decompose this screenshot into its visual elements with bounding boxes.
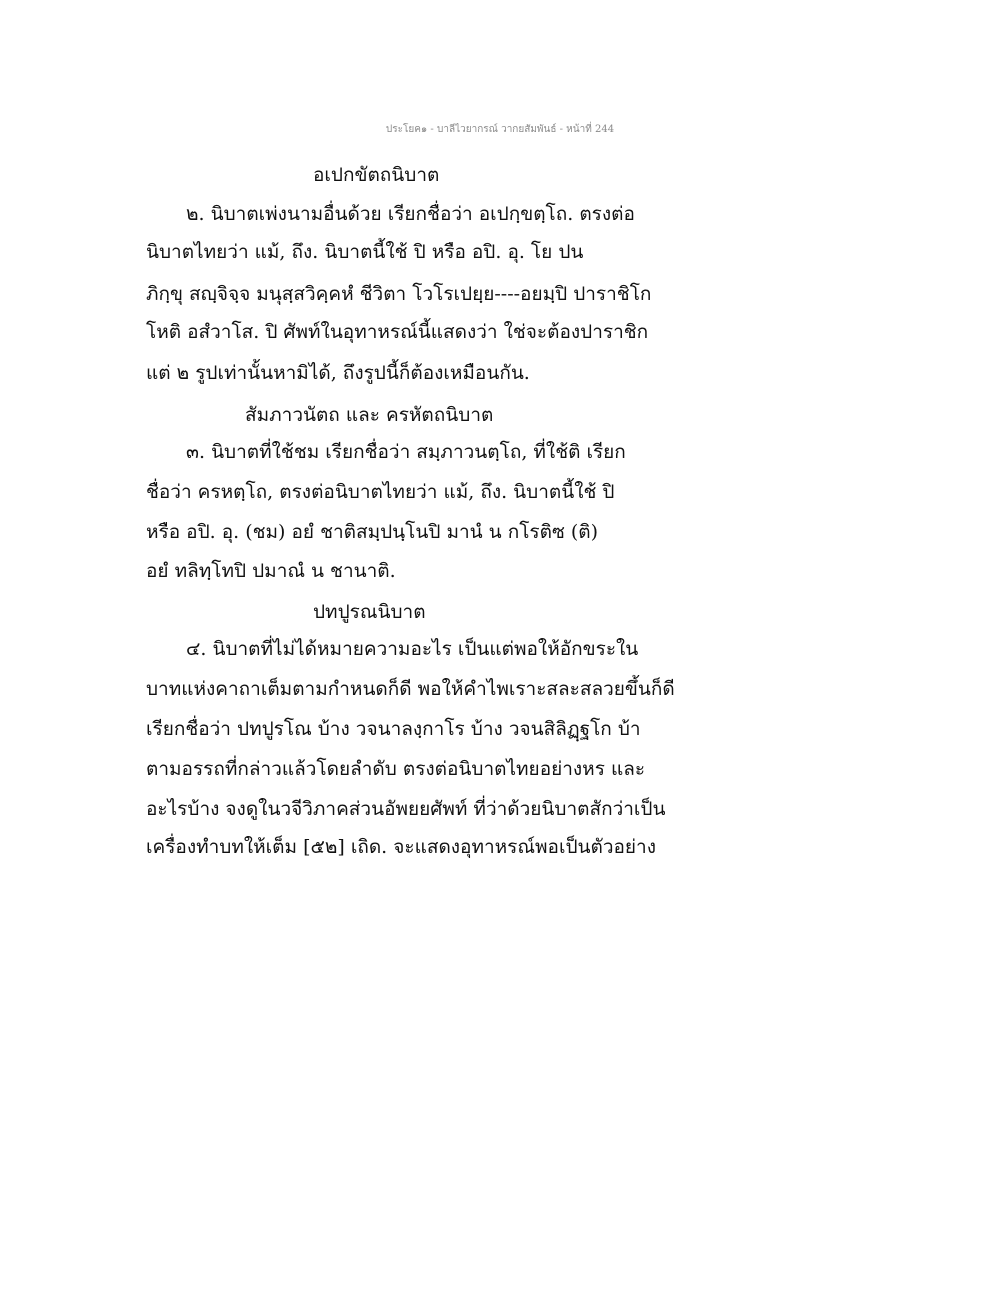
paragraph-line: บาทแห่งคาถาเต็มตามกำหนดก็ดี พอให้คำไพเราะสละสลวยขึ้นก็ดี [146, 678, 675, 700]
paragraph-line: นิบาตไทยว่า แม้, ถึง. นิบาตนี้ใช้ ปิ หรือ อปิ. อุ. โย ปน [146, 241, 584, 263]
paragraph-line: อะไรบ้าง จงดูในวจีวิภาคส่วนอัพยยศัพท์ ที่ว่าด้วยนิบาตสักว่าเป็น [146, 798, 666, 820]
paragraph-line: อยํ ทลิทฺโทปิ ปมาณํ น ชานาติ. [146, 560, 396, 582]
paragraph-line: โหติ อสํวาโส. ปิ ศัพท์ในอุทาหรณ์นี้แสดงว่า ใช่จะต้องปาราชิก [146, 321, 649, 343]
paragraph-line: เครื่องทำบทให้เต็ม [๕๒] เถิด. จะแสดงอุทาหรณ์พอเป็นตัวอย่าง [146, 836, 656, 858]
paragraph-line: ๔. นิบาตที่ไม่ได้หมายความอะไร เป็นแต่พอให้อักขระใน [186, 638, 639, 660]
section-heading: ปทปูรณนิบาต [313, 601, 426, 623]
paragraph-line: แต่ ๒ รูปเท่านั้นหามิได้, ถึงรูปนี้ก็ต้องเหมือนกัน. [146, 362, 530, 384]
paragraph-line: หรือ อปิ. อุ. (ชม) อยํ ชาติสมฺปนฺโนปิ มานํ น กโรติซ (ติ) [146, 521, 599, 543]
paragraph-line: ๓. นิบาตที่ใช้ชม เรียกชื่อว่า สมฺภาวนตฺโถ, ที่ใช้ติ เรียก [186, 441, 626, 463]
paragraph-line: ตามอรรถที่กล่าวแล้วโดยลำดับ ตรงต่อนิบาตไทยอย่างหร และ [146, 758, 646, 780]
paragraph-line: เรียกชื่อว่า ปทปูรโณ บ้าง วจนาลงฺกาโร บ้าง วจนสิลิฏฺฐโก บ้า [146, 718, 641, 740]
paragraph-line: ชื่อว่า ครหตฺโถ, ตรงต่อนิบาตไทยว่า แม้, ถึง. นิบาตนี้ใช้ ปิ [146, 481, 615, 503]
paragraph-line: ๒. นิบาตเพ่งนามอื่นด้วย เรียกชื่อว่า อเปกฺขตฺโถ. ตรงต่อ [186, 203, 635, 225]
paragraph-line: ภิกฺขุ สญฺจิจฺจ มนุสฺสวิคฺคหํ ชีวิตา โวโรเปยฺย----อยมฺปิ ปาราชิโก [146, 283, 652, 305]
section-heading: อเปกขัตถนิบาต [313, 164, 440, 186]
running-header: ประโยค๑ - บาลีไวยากรณ์ วากยสัมพันธ์ - หน้าที่ 244 [385, 124, 615, 135]
section-heading: สัมภาวนัตถ และ ครหัตถนิบาต [245, 404, 494, 426]
